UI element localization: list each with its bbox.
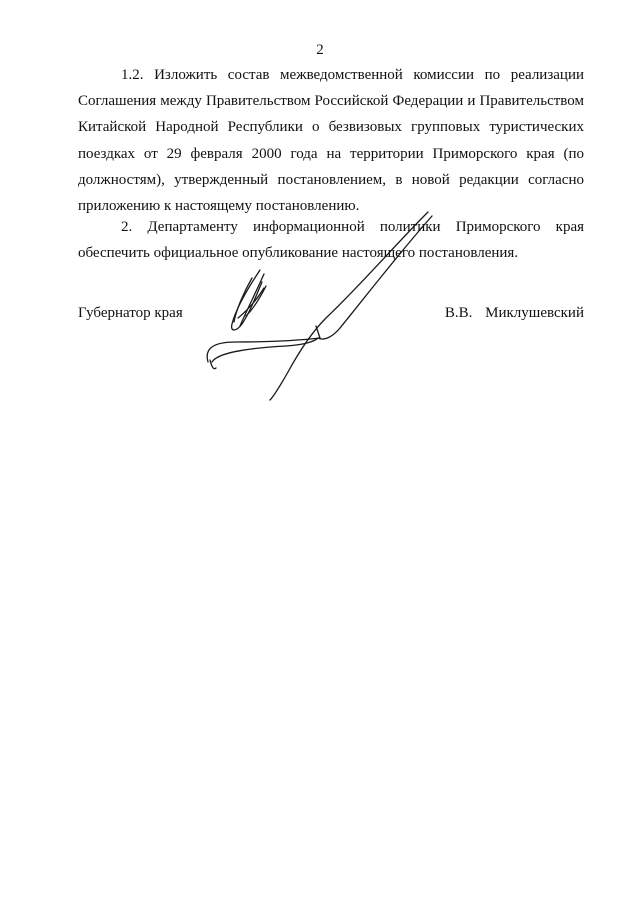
paragraph-2: 2. Департаменту информационной политики Приморского края обеспечить официальное опубликование настоящего постановления. xyxy=(78,219,584,262)
page-number: 2 xyxy=(316,42,324,58)
paragraph-1: 1.2. Изложить состав межведомственной комиссии по реализации Соглашения между Правительством Российской Федерации и Правительством Китайской Народной Республики о безвизовых групповых туристических поездках от 29 февраля 2000 года на территории Приморского края (по должностям), утвержденный постановлением, в новой редакции согласно приложению к настоящему постановлению. xyxy=(78,67,584,215)
handwritten-signature xyxy=(190,200,450,410)
paragraph-1-block xyxy=(78,62,584,219)
signatory-title: Губернатор края xyxy=(78,305,183,321)
signatory-name: В.В. Миклушевский xyxy=(444,305,584,321)
